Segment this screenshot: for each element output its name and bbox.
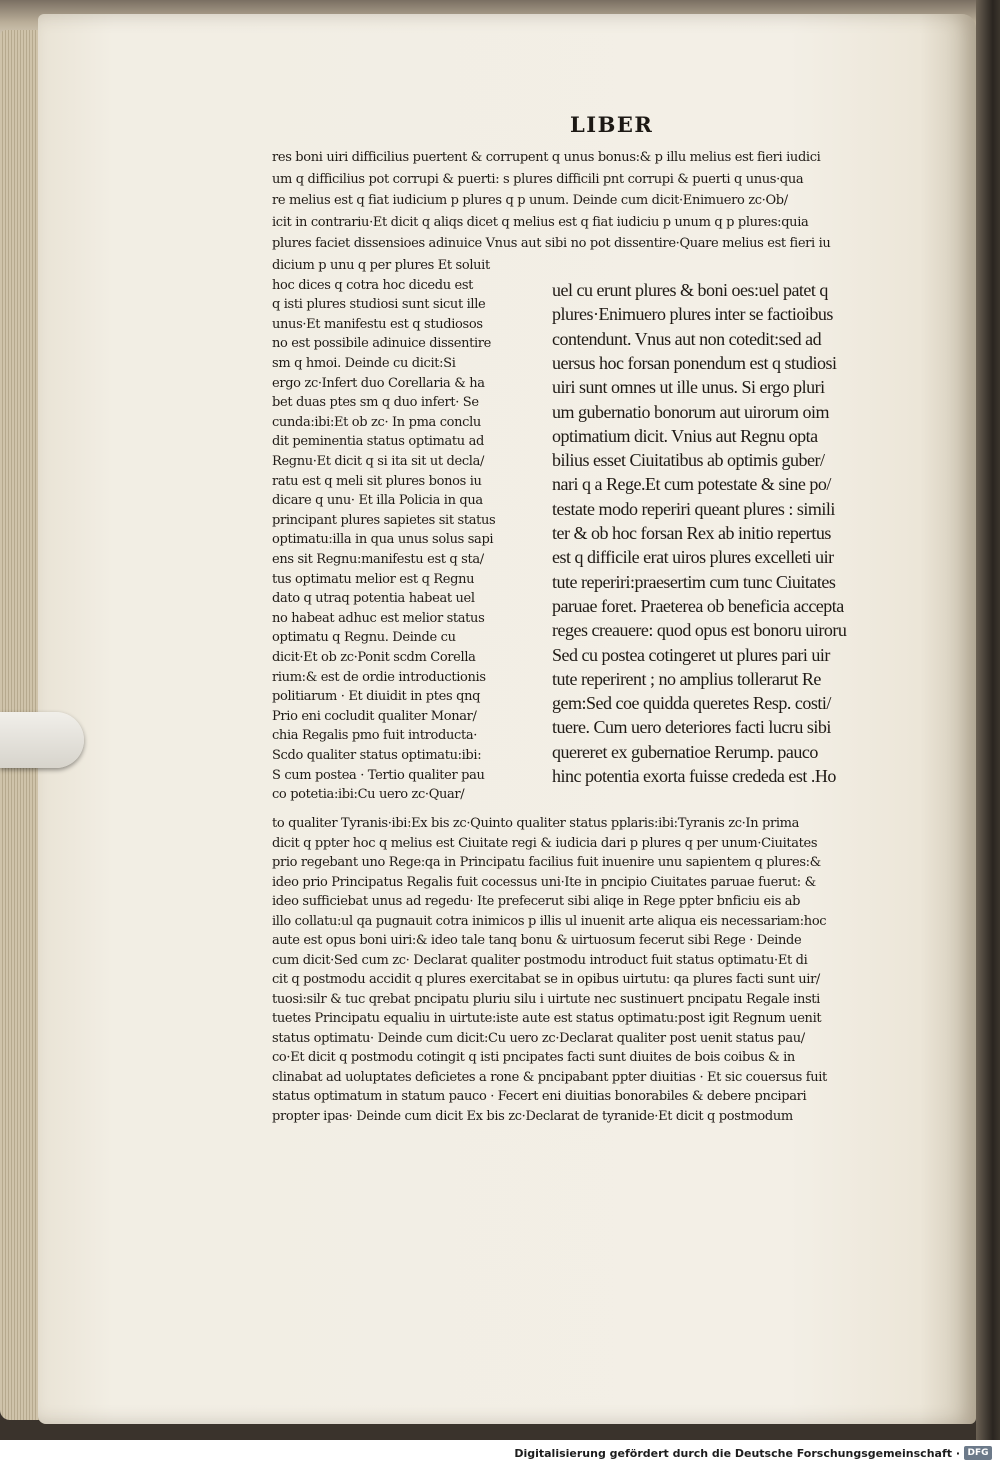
main-text-line: contendunt. Vnus aut non cotedit:sed ad bbox=[552, 328, 822, 349]
main-text-line: paruae foret. Praeterea ob beneficia accepta bbox=[552, 595, 844, 616]
commentary-bottom-line: co·Et dicit q postmodu cotingit q isti pncipates facti sunt diuites de bois coibus & in bbox=[272, 1050, 795, 1065]
main-text-line: nari q a Rege.Et cum potestate & sine po/ bbox=[552, 474, 831, 495]
commentary-left-line: no habeat adhuc est melior status bbox=[272, 610, 485, 626]
commentary-bottom-line: status optimatu· Deinde cum dicit:Cu uero zc·Declarat qualiter post uenit status pau/ bbox=[272, 1030, 805, 1046]
commentary-left-line: ergo zc·Infert duo Corellaria & ha bbox=[272, 375, 485, 391]
commentary-left-line: rium:& est de ordie introductionis bbox=[272, 669, 486, 685]
commentary-top-line: res boni uiri difficilius puertent & corrupent q unus bonus:& p illu melius est fieri iudici bbox=[272, 150, 821, 165]
main-text-line: reges creauere: quod opus est bonoru uiroru bbox=[552, 620, 847, 641]
commentary-bottom-line: cum dicit·Sed cum zc· Declarat qualiter postmodu introduct fuit status optimatu·Et di bbox=[272, 952, 808, 968]
commentary-left-line: chia Regalis pmo fuit introducta· bbox=[272, 728, 478, 744]
main-text-line: gem:Sed coe quidda queretes Resp. costi/ bbox=[552, 693, 831, 714]
commentary-left-line: Prio eni cocludit qualiter Monar/ bbox=[272, 708, 477, 724]
main-text-line: optimatium dicit. Vnius aut Regnu opta bbox=[552, 425, 818, 446]
commentary-left-line: tus optimatu melior est q Regnu bbox=[272, 571, 475, 587]
commentary-bottom-line: aute est opus boni uiri:& ideo tale tanq bonu & uirtuosum fecerut sibi Rege · Deinde bbox=[272, 933, 802, 948]
main-text-line: Sed cu postea cotingeret ut plures pari uir bbox=[552, 644, 830, 665]
commentary-left-line: hoc dices q cotra hoc dicedu est bbox=[272, 277, 474, 293]
main-text-line: uiri sunt omnes ut ille unus. Si ergo pluri bbox=[552, 377, 825, 398]
main-text-line: tuere. Cum uero deteriores facti lucru sibi bbox=[552, 717, 831, 738]
commentary-left-line: optimatu:illa in qua unus solus sapi bbox=[272, 532, 494, 548]
commentary-top-line: icit in contrariu·Et dicit q aliqs dicet q melius est q fiat iudiciu p unum q p plures:quia bbox=[272, 214, 809, 230]
commentary-left-line: S cum postea · Tertio qualiter pau bbox=[272, 767, 485, 783]
commentary-bottom-line: prio regebant uno Rege:qa in Principatu facilius fuit inuenire unu sapientem q plures:& bbox=[272, 855, 821, 870]
commentary-top-line: re melius est q fiat iudicium p plures q p unum. Deinde cum dicit·Enimuero zc·Ob/ bbox=[272, 193, 788, 209]
commentary-left-line: optimatu q Regnu. Deinde cu bbox=[272, 630, 456, 646]
main-text-line: tute reperirent ; no amplius tollerarut Re bbox=[552, 668, 821, 689]
commentary-left-line: bet duas ptes sm q duo infert· Se bbox=[272, 395, 479, 411]
main-text-line: bilius esset Ciuitatibus ab optimis guber/ bbox=[552, 450, 825, 471]
commentary-bottom-line: to qualiter Tyranis·ibi:Ex bis zc·Quinto qualiter status pplaris:ibi:Tyranis zc·In prima bbox=[272, 816, 800, 831]
footer-bar bbox=[0, 1440, 1000, 1467]
commentary-left-line: dit peminentia status optimatu ad bbox=[272, 434, 484, 450]
commentary-left-line: co potetia:ibi:Cu uero zc·Quar/ bbox=[272, 787, 465, 803]
commentary-left-line: Scdo qualiter status optimatu:ibi: bbox=[272, 748, 482, 763]
main-text-line: uersus hoc forsan ponendum est q studiosi bbox=[552, 352, 837, 373]
commentary-left-line: q isti plures studiosi sunt sicut ille bbox=[272, 297, 486, 313]
commentary-left-line: dicit·Et ob zc·Ponit scdm Corella bbox=[272, 650, 476, 665]
commentary-top-line: um q difficilius pot corrupi & puerti: s plures difficili pnt corrupi & puerti q unus·qua bbox=[272, 171, 804, 187]
commentary-left-line: no est possibile adinuice dissentire bbox=[272, 336, 491, 352]
main-text-line: ter & ob hoc forsan Rex ab initio repertus bbox=[552, 523, 831, 543]
commentary-left-line: dicare q unu· Et illa Policia in qua bbox=[272, 493, 483, 509]
main-text-line: quereret ex gubernatioe Rerump. pauco bbox=[552, 741, 818, 762]
main-text-line: um gubernatio bonorum aut uirorum oim bbox=[552, 401, 829, 422]
commentary-left-line: unus·Et manifestu est q studiosos bbox=[272, 316, 483, 332]
commentary-bottom-line: propter ipas· Deinde cum dicit Ex bis zc·Declarat de tyranide·Et dicit q postmodum bbox=[272, 1108, 793, 1124]
dfg-logo: DFG bbox=[964, 1446, 992, 1460]
main-text-line: tute reperiri:praesertim cum tunc Ciuitates bbox=[552, 571, 836, 592]
commentary-bottom-line: ideo sufficiebat unus ad regedu· Ite prefecerut sibi aliqe in Rege ppter bnficiu eis ab bbox=[272, 894, 801, 909]
commentary-bottom-line: clinabat ad uoluptates deficietes a rone & pncipabant ppter diuitias · Et sic couersus fuit bbox=[272, 1069, 827, 1085]
commentary-bottom-line: ideo prio Principatus Regalis fuit cocessus uni·Ite in pncipio Ciuitates paruae fuerut: & bbox=[272, 874, 816, 890]
commentary-left-line: ratu est q meli sit plures bonos iu bbox=[272, 473, 482, 489]
commentary-bottom-line: tuosi:silr & tuc qrebat pncipatu pluriu silu i uirtute nec sustinuert pncipatu Regale insti bbox=[272, 991, 820, 1007]
main-text-line: plures·Enimuero plures inter se factioibus bbox=[552, 304, 833, 325]
main-text-line: hinc potentia exorta fuisse crededa est .Ho bbox=[552, 766, 836, 786]
commentary-left-line: dato q utraq potentia habeat uel bbox=[272, 591, 475, 607]
main-text-line: est q difficile erat uiros plures excelleti uir bbox=[552, 547, 834, 568]
main-text-line: uel cu erunt plures & boni oes:uel patet q bbox=[552, 280, 828, 300]
main-text-line: testate modo reperiri queant plures : simili bbox=[552, 498, 835, 519]
commentary-bottom-line: illo collatu:ul qa pugnauit cotra inimicos p illis ul inuenit arte aliqua eis necessariam:hoc bbox=[272, 913, 827, 929]
commentary-left-line: cunda:ibi:Et ob zc· In pma conclu bbox=[272, 414, 481, 430]
commentary-left-line: politiarum · Et diuidit in ptes qnq bbox=[272, 689, 481, 705]
commentary-bottom-line: cit q postmodu accidit q plures exercitabat se in opibus uirtutu: qa plures facti sunt uir/ bbox=[272, 972, 820, 987]
commentary-bottom-line: tuetes Principatu equaliu in uirtute:iste aute est status optimatu:post igit Regnum uenit bbox=[272, 1011, 822, 1026]
commentary-left-line: ens sit Regnu:manifestu est q sta/ bbox=[272, 552, 484, 567]
commentary-left-line: dicium p unu q per plures Et soluit bbox=[272, 258, 490, 273]
commentary-bottom-line: status optimatum in statum pauco · Fecert eni diuitias bonorabiles & debere pncipari bbox=[272, 1089, 807, 1104]
commentary-left-line: principant plures sapietes sit status bbox=[272, 512, 496, 528]
footer-credit: Digitalisierung gefördert durch die Deutsche Forschungsgemeinschaft · bbox=[514, 1447, 960, 1460]
bookmark-tab bbox=[0, 712, 84, 768]
commentary-bottom-line: dicit q ppter hoc q melius est Ciuitate regi & iudicia dari p plures q per unum·Ciuitates bbox=[272, 835, 818, 851]
commentary-left-line: Regnu·Et dicit q si ita sit ut decla/ bbox=[272, 454, 485, 469]
commentary-top-line: plures faciet dissensioes adinuice Vnus aut sibi no pot dissentire·Quare melius est fieri iu bbox=[272, 236, 831, 252]
running-title: LIBER bbox=[570, 112, 654, 137]
commentary-left-line: sm q hmoi. Deinde cu dicit:Si bbox=[272, 356, 456, 371]
book-gutter bbox=[976, 0, 1000, 1440]
